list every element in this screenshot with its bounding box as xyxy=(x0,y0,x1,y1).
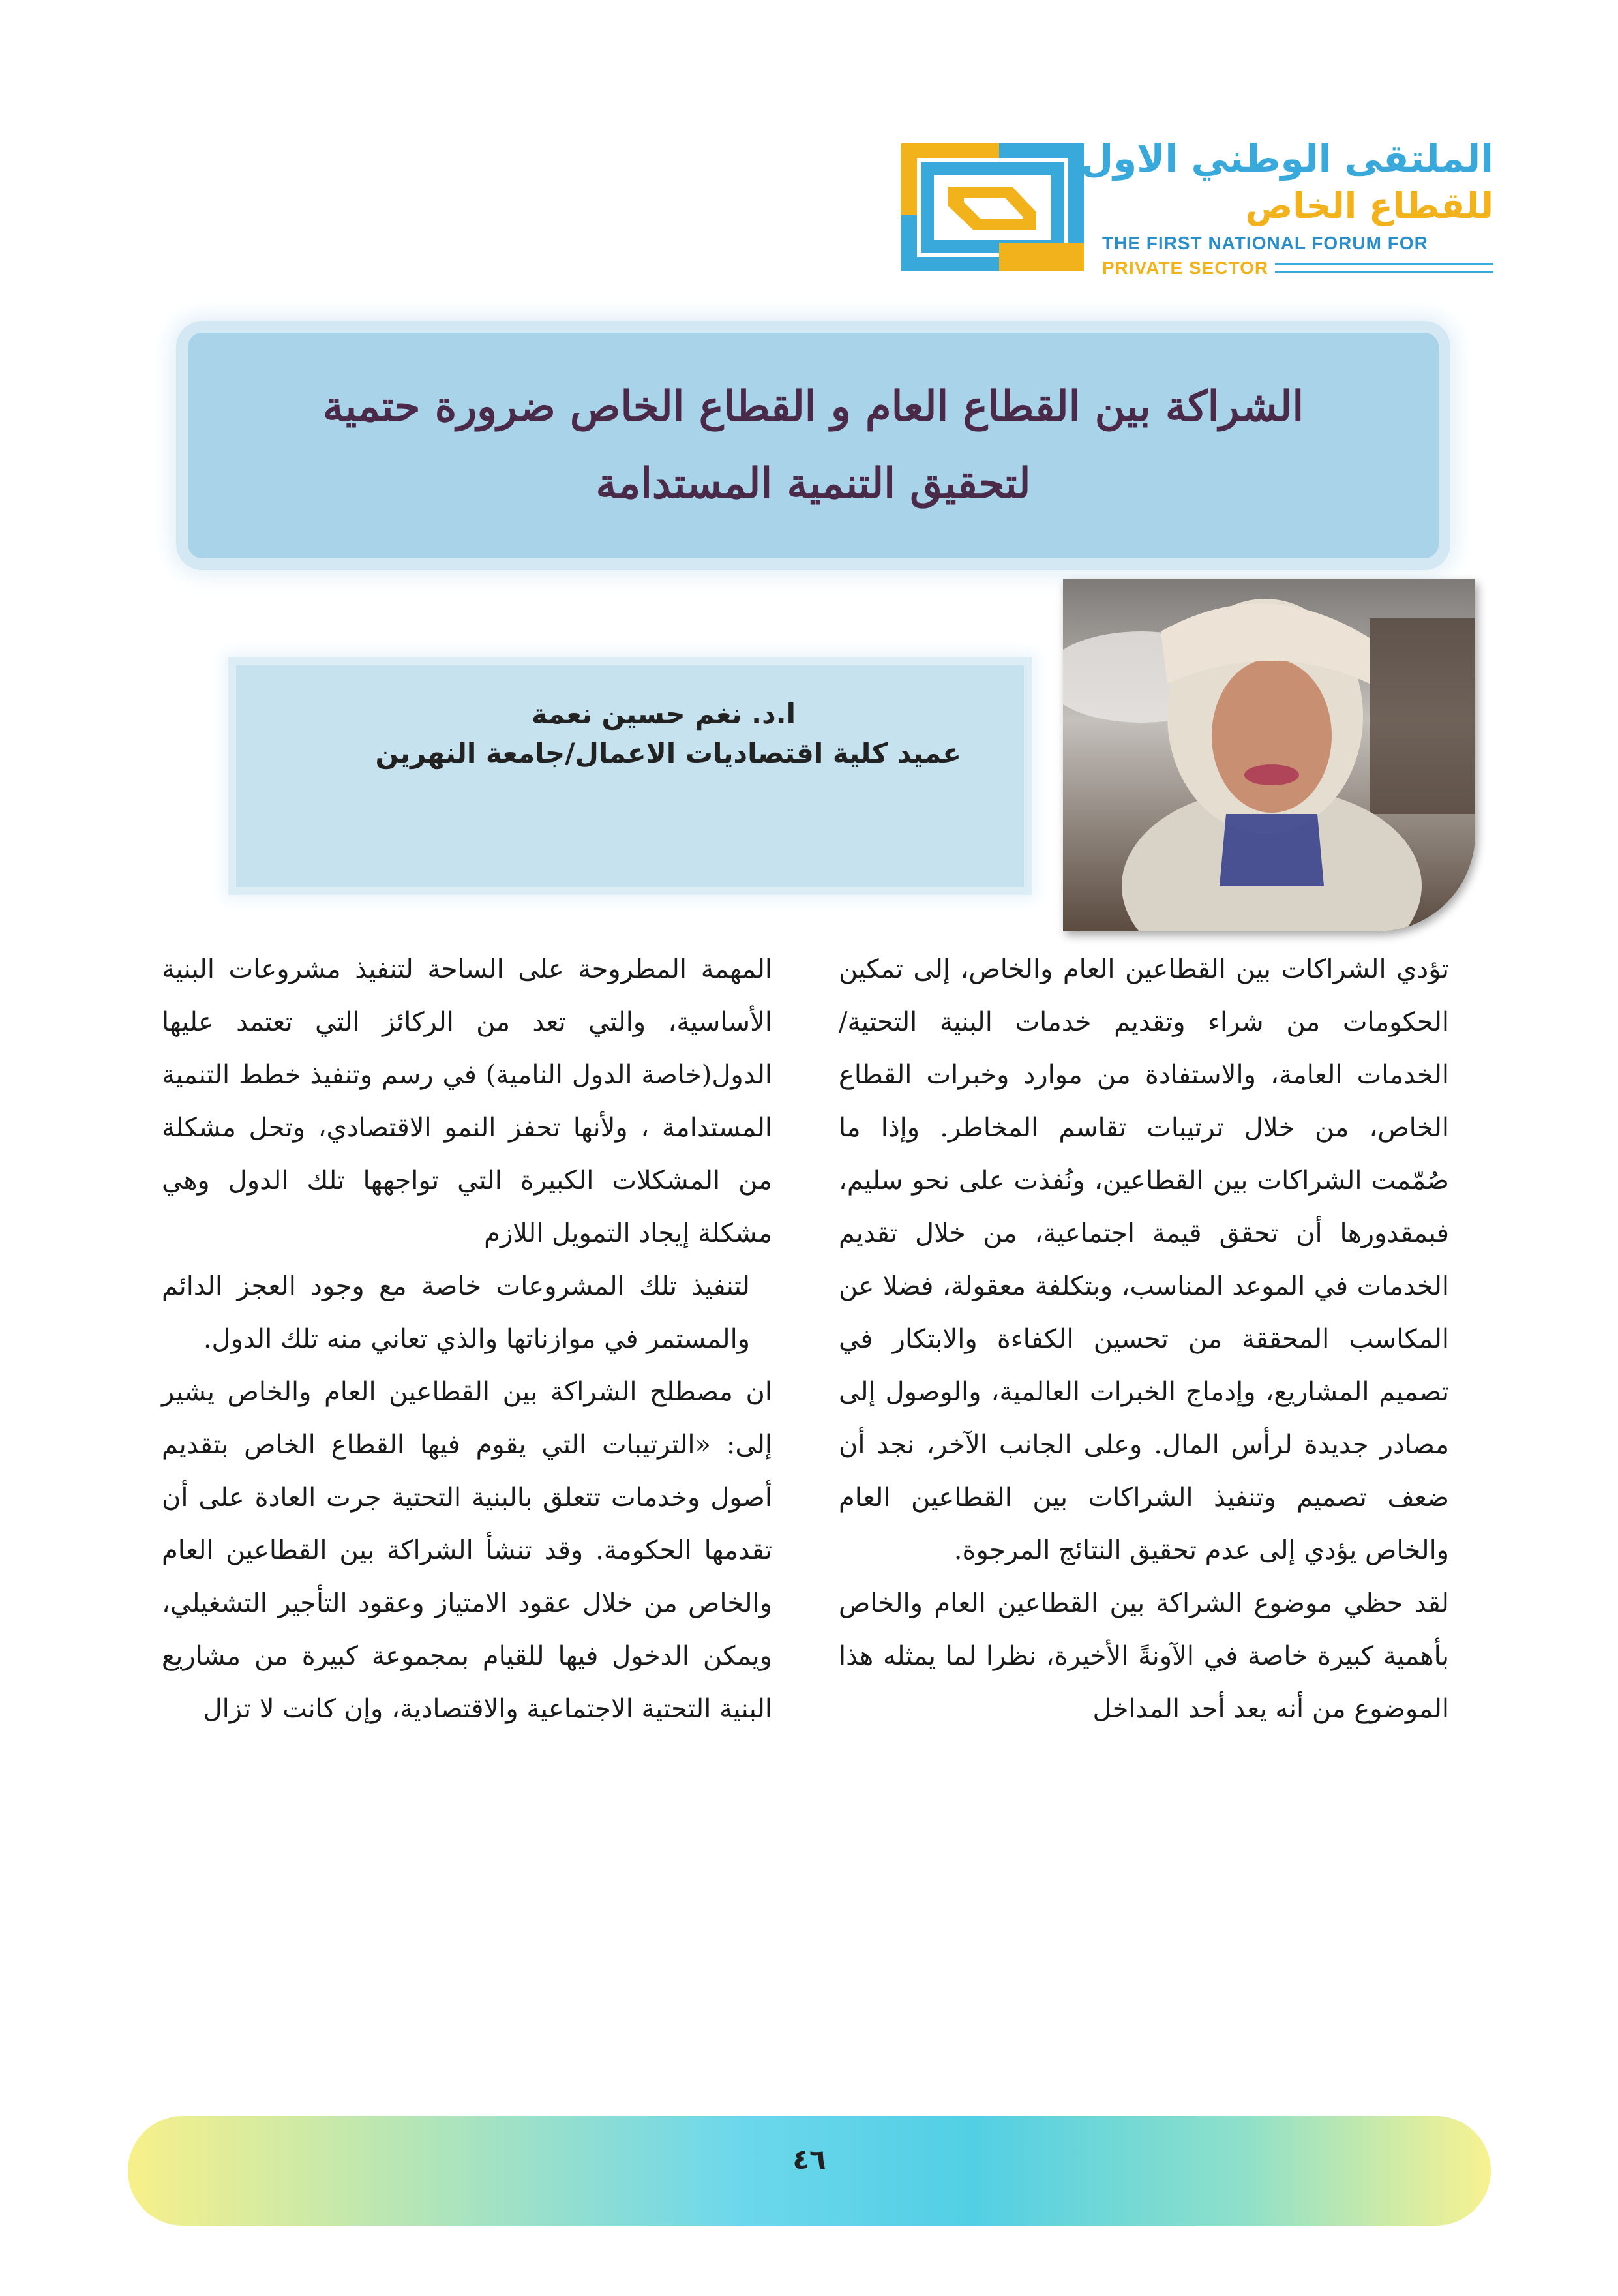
author-name: ا.د. نغم حسين نعمة xyxy=(531,698,796,730)
forum-logo-mark xyxy=(901,144,1084,271)
footer-band xyxy=(128,2116,1491,2226)
author-portrait-image xyxy=(1063,579,1475,931)
article-column-left xyxy=(162,943,772,1736)
article-title-line1: الشراكة بين القطاع العام و القطاع الخاص ضرورة حتمية xyxy=(322,382,1304,431)
logo-double-rule xyxy=(1275,263,1493,273)
article-title-box xyxy=(188,333,1439,558)
page-number: ٤٦ xyxy=(792,2143,826,2175)
article-paragraph: لقد حظي موضوع الشراكة بين القطاعين العام والخاص بأهمية كبيرة خاصة في الآونةً الأخيرة، نظرا لما يمثله هذا الموضوع من أنه يعد أحد المداخل xyxy=(839,1588,1449,1724)
article-column-right xyxy=(839,943,1449,1736)
article-paragraph: لتنفيذ تلك المشروعات خاصة مع وجود العجز الدائم والمستمر في موازناتها والذي تعاني منه تلك الدول. xyxy=(162,1271,750,1354)
logo-english-line1: THE FIRST NATIONAL FORUM FOR xyxy=(1102,233,1428,253)
logo-arabic-line2: للقطاع الخاص xyxy=(1245,185,1493,226)
logo-arabic-line1: الملتقى الوطني الاول xyxy=(1080,136,1493,181)
forum-logo-icon xyxy=(901,144,1084,271)
author-photo xyxy=(1063,579,1475,931)
forum-logo-text xyxy=(1080,134,1493,279)
article-paragraph: تؤدي الشراكات بين القطاعين العام والخاص، إلى تمكين الحكومات من شراء وتقديم خدمات البنية التحتية/ الخدمات العامة، والاستفادة من موارد وخبرات القطاع الخاص، من خلال ترتيبات تقاسم المخاطر. وإذا ما صُمّمت الشراكات بين القطاعين، ونُفذت على نحو سليم، فبمقدورها أن تحقق قيمة اجتماعية، من خلال تقديم الخدمات في الموعد المناسب، وبتكلفة معقولة، فضلا عن المكاسب المحققة من تحسين الكفاءة والابتكار في تصميم المشاريع، وإدماج الخبرات العالمية، والوصول إلى مصادر جديدة لرأس المال. وعلى الجانب الآخر، نجد أن ضعف تصميم وتنفيذ الشراكات بين القطاعين العام والخاص يؤدي إلى عدم تحقيق النتائج المرجوة. xyxy=(839,954,1449,1565)
author-role: عميد كلية اقتصاديات الاعمال/جامعة النهرين xyxy=(375,737,961,769)
logo-english-line2 xyxy=(1102,258,1493,279)
article-paragraph: المهمة المطروحة على الساحة لتنفيذ مشروعات البنية الأساسية، والتي تعد من الركائز التي تعتمد عليها الدول(خاصة الدول النامية) في رسم وتنفيذ خطط التنمية المستدامة ، ولأنها تحفز النمو الاقتصادي، وتحل مشكلة من المشكلات الكبيرة التي تواجهها تلك الدول وهي مشكلة إيجاد التمويل اللازم xyxy=(162,954,772,1248)
logo-english-line2-text: PRIVATE SECTOR xyxy=(1102,258,1269,278)
author-box xyxy=(236,665,1024,887)
article-title-line2: لتحقيق التنمية المستدامة xyxy=(595,459,1031,508)
article-paragraph: ان مصطلح الشراكة بين القطاعين العام والخاص يشير إلى: «الترتيبات التي يقوم فيها القطاع الخاص بتقديم أصول وخدمات تتعلق بالبنية التحتية جرت العادة على أن تقدمها الحكومة. وقد تنشأ الشراكة بين القطاعين العام والخاص من خلال عقود الامتياز وعقود التأجير التشغيلي، ويمكن الدخول فيها للقيام بمجموعة كبيرة من مشاريع البنية التحتية الاجتماعية والاقتصادية، وإن كانت لا تزال xyxy=(162,1377,772,1724)
